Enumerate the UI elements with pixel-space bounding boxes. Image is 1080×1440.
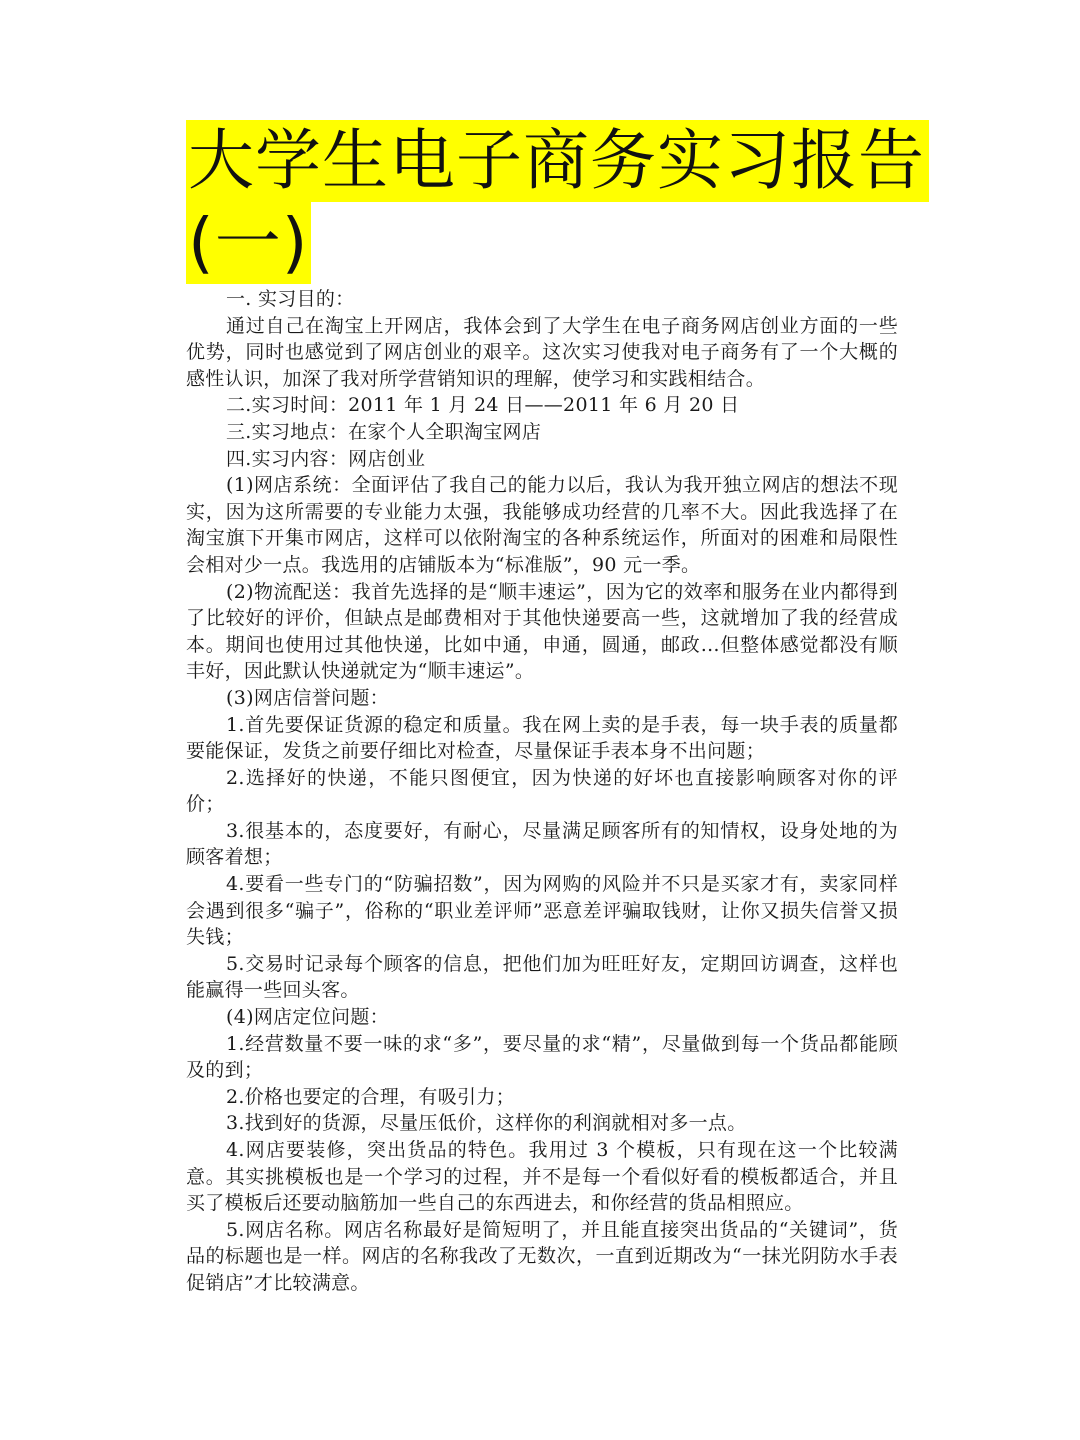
list-item: 5.网店名称。网店名称最好是简短明了，并且能直接突出货品的“关键词”，货品的标题也是一样。网店的名称我改了无数次，一直到近期改为“一抹光阴防水手表促销店”才比较满意。 bbox=[186, 1218, 898, 1294]
list-item: 4.网店要装修，突出货品的特色。我用过 3 个模板，只有现在这一个比较满意。其实挑模板也是一个学习的过程，并不是每一个看似好看的模板都适合，并且买了模板后还要动脑筋加一些自己的东西进去，和你经营的货品相照应。 bbox=[186, 1139, 898, 1215]
paragraph-logistics: (2)物流配送：我首先选择的是“顺丰速运”，因为它的效率和服务在业内都得到了比较好的评价，但缺点是邮费相对于其他快递要高一些，这就增加了我的经营成本。期间也使用过其他快递，比如中通，申通，圆通，邮政…但整体感觉都没有顺丰好，因此默认快递就定为“顺丰速运”。 bbox=[186, 580, 898, 683]
subheading-positioning: (4)网店定位问题： bbox=[226, 1006, 389, 1029]
list-item: 1.首先要保证货源的稳定和质量。我在网上卖的是手表，每一块手表的质量都要能保证，发货之前要仔细比对检查，尽量保证手表本身不出问题； bbox=[186, 713, 898, 763]
document-body bbox=[186, 286, 898, 1297]
list-item: 4.要看一些专门的“防骗招数”，因为网购的风险并不只是买家才有，卖家同样会遇到很多“骗子”，俗称的“职业差评师”恶意差评骗取钱财，让你又损失信誉又损失钱； bbox=[186, 873, 898, 949]
section-heading-content: 四.实习内容：网店创业 bbox=[226, 447, 426, 470]
subheading-reputation: (3)网店信誉问题： bbox=[226, 686, 389, 709]
paragraph-purpose: 通过自己在淘宝上开网店，我体会到了大学生在电子商务网店创业方面的一些优势，同时也感觉到了网店创业的艰辛。这次实习使我对电子商务有了一个大概的感性认识，加深了我对所学营销知识的理解，使学习和实践相结合。 bbox=[186, 314, 898, 390]
document-page bbox=[186, 120, 925, 1297]
title-line-1: 大学生电子商务实习报告 bbox=[186, 120, 929, 202]
section-heading-time: 二.实习时间：2011 年 1 月 24 日——2011 年 6 月 20 日 bbox=[226, 394, 740, 417]
list-item: 2.价格也要定的合理，有吸引力； bbox=[226, 1085, 515, 1108]
list-item: 3.找到好的货源，尽量压低价，这样你的利润就相对多一点。 bbox=[226, 1112, 747, 1135]
list-item: 2.选择好的快递，不能只图便宜，因为快递的好坏也直接影响顾客对你的评价； bbox=[186, 766, 898, 816]
list-item: 3.很基本的，态度要好，有耐心，尽量满足顾客所有的知情权，设身处地的为顾客着想； bbox=[186, 819, 898, 869]
list-item: 5.交易时记录每个顾客的信息，把他们加为旺旺好友，定期回访调查，这样也能赢得一些回头客。 bbox=[186, 952, 898, 1002]
paragraph-store-system: (1)网店系统：全面评估了我自己的能力以后，我认为我开独立网店的想法不现实，因为这所需要的专业能力太强，我能够成功经营的几率不大。因此我选择了在淘宝旗下开集市网店，这样可以依附淘宝的各种系统运作，所面对的困难和局限性会相对少一点。我选用的店铺版本为“标准版”，90 元一季。 bbox=[186, 474, 898, 576]
section-heading-location: 三.实习地点：在家个人全职淘宝网店 bbox=[226, 420, 542, 443]
title-line-2: (一) bbox=[186, 202, 311, 284]
document-title bbox=[186, 120, 925, 284]
section-heading-purpose: 一. 实习目的： bbox=[226, 288, 355, 310]
list-item: 1.经营数量不要一味的求“多”，要尽量的求“精”，尽量做到每一个货品都能顾及的到； bbox=[186, 1032, 898, 1082]
